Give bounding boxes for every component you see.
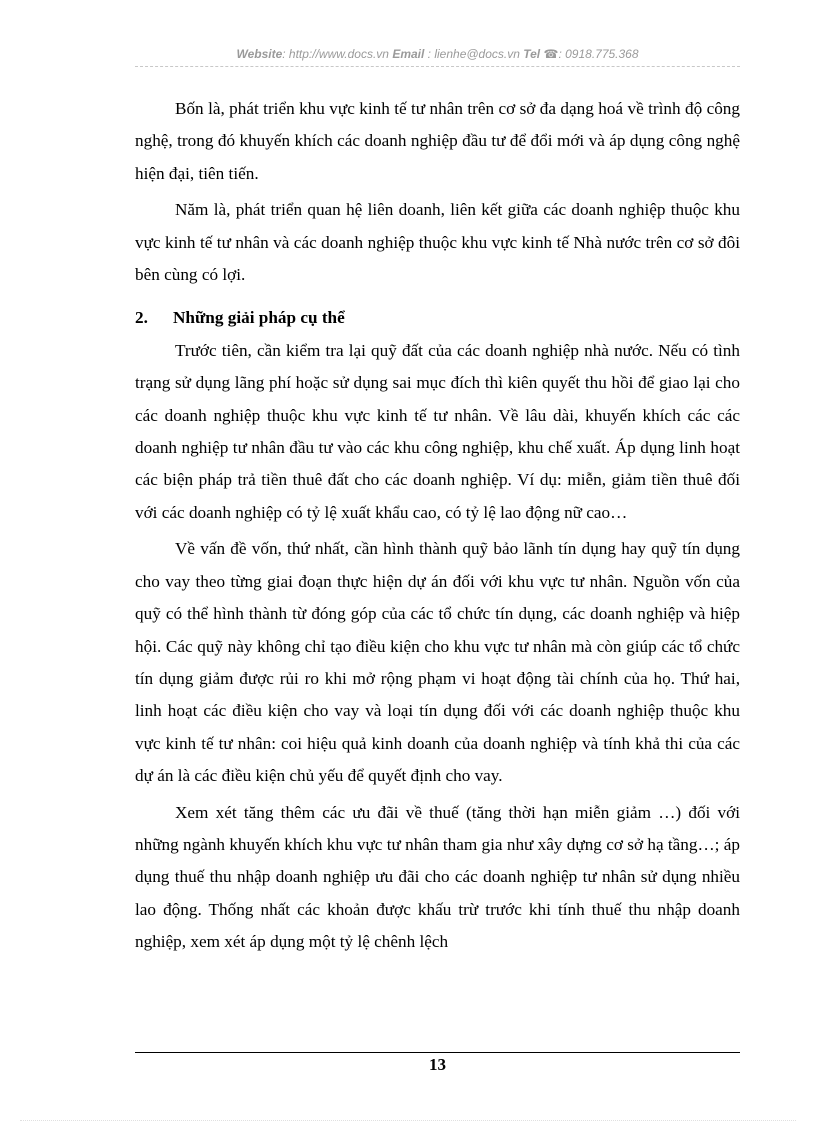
email-value: : lienhe@docs.vn — [427, 47, 520, 61]
tel-label: Tel — [523, 47, 541, 61]
section-heading — [135, 302, 740, 334]
tel-value: : 0918.775.368 — [558, 47, 639, 61]
website-label: Website — [236, 47, 283, 61]
section-number: 2. — [135, 308, 148, 328]
website-value: : http://www.docs.vn — [282, 47, 389, 61]
paragraph-5: Xem xét tăng thêm các ưu đãi về thuế (tăng thời hạn miễn giảm …) đối với những ngành khuyến khích khu vực tư nhân tham gia như xây dựng cơ sở hạ tầng…; áp dụng thuế thu nhập doanh nghiệp ưu đãi cho các doanh nghiệp tư nhân sử dụng nhiều lao động. Thống nhất các khoản được khấu trừ trước khi tính thuế thu nhập doanh nghiệp, xem xét áp dụng một tỷ lệ chênh lệch — [135, 802, 740, 952]
paragraph-4: Về vấn đề vốn, thứ nhất, cần hình thành quỹ bảo lãnh tín dụng hay quỹ tín dụng cho vay theo từng giai đoạn thực hiện dự án đối với khu vực tư nhân. Nguồn vốn của quỹ có thể hình thành từ đóng góp của các tổ chức tín dụng, các doanh nghiệp và hiệp hội. Các quỹ này không chỉ tạo điều kiện cho khu vực tư nhân mà còn giúp các tổ chức tín dụng giảm được rủi ro khi mở rộng phạm vi hoạt động tài chính của họ. Thứ hai, linh hoạt các điều kiện cho vay và loại tín dụng đối với các doanh nghiệp thuộc khu vực kinh tế tư nhân: coi hiệu quả kinh doanh của doanh nghiệp và tính khả thi của các dự án là các điều kiện chủ yếu để quyết định cho vay. — [135, 539, 740, 786]
header-divider — [135, 66, 740, 67]
footer-divider — [135, 1052, 740, 1053]
phone-icon: ☎ — [543, 47, 559, 61]
page-number: 13 — [429, 1055, 446, 1074]
bottom-border — [20, 1120, 796, 1121]
section-title: Những giải pháp cụ thể — [173, 308, 345, 328]
email-label: Email — [392, 47, 425, 61]
paragraph-3: Trước tiên, cần kiểm tra lại quỹ đất của các doanh nghiệp nhà nước. Nếu có tình trạng sử dụng lãng phí hoặc sử dụng sai mục đích thì kiên quyết thu hồi để giao lại cho các doanh nghiệp thuộc khu vực kinh tế tư nhân. Về lâu dài, khuyến khích các các doanh nghiệp tư nhân đầu tư vào các khu công nghiệp, khu chế xuất. Áp dụng linh hoạt các biện pháp trả tiền thuê đất cho các doanh nghiệp. Ví dụ: miễn, giảm tiền thuê đối với các doanh nghiệp có tỷ lệ xuất khẩu cao, có tỷ lệ lao động nữ cao… — [135, 340, 740, 522]
paragraph-1: Bốn là, phát triển khu vực kinh tế tư nhân trên cơ sở đa dạng hoá về trình độ công nghệ, trong đó khuyến khích các doanh nghiệp đầu tư để đổi mới và áp dụng công nghệ hiện đại, tiên tiến. — [135, 99, 740, 183]
paragraph-2: Năm là, phát triển quan hệ liên doanh, liên kết giữa các doanh nghiệp thuộc khu vực kinh tế tư nhân và các doanh nghiệp thuộc khu vực kinh tế Nhà nước trên cơ sở đôi bên cùng có lợi. — [135, 200, 740, 285]
page-header — [135, 47, 740, 61]
page-body — [135, 93, 740, 959]
